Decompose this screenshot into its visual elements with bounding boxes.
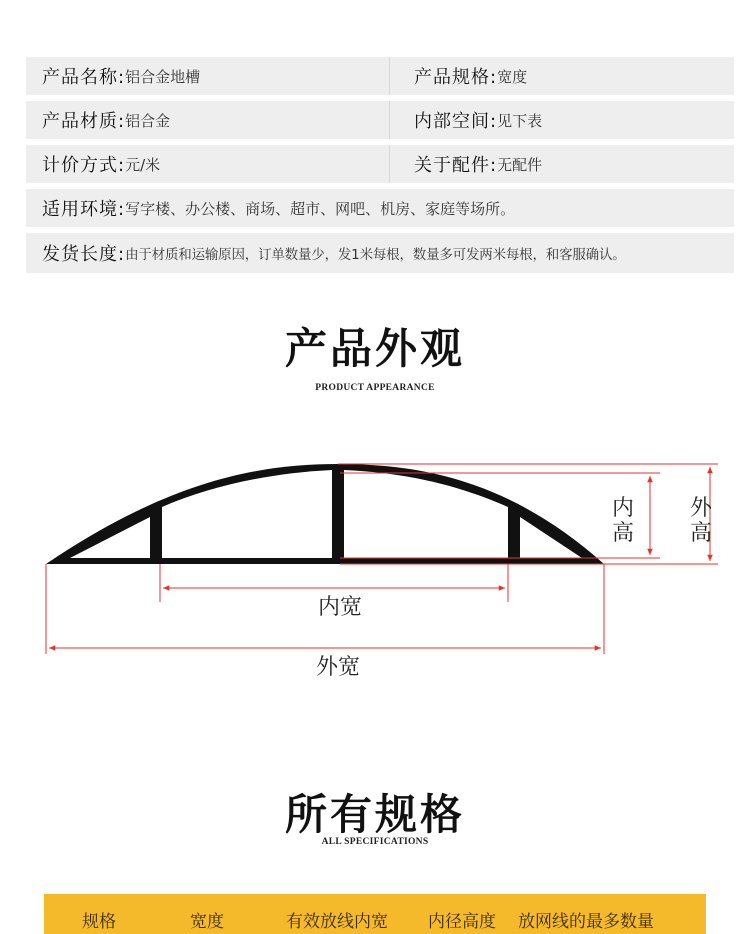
spec-label: 内部空间: xyxy=(414,111,498,132)
spec-value: 由于材质和运输原因，订单数量少，发1米每根，数量多可发两米每根，和客服确认。 xyxy=(125,247,626,263)
spec-cell xyxy=(26,57,390,95)
inner-height-label-1: 内 xyxy=(612,496,635,521)
spec-cell xyxy=(26,189,734,227)
specifications-title: 所有规格 xyxy=(284,790,465,839)
spec-value: 铝合金 xyxy=(125,111,171,130)
profile-shape xyxy=(46,464,604,564)
spec-row xyxy=(26,101,734,139)
spec-value: 无配件 xyxy=(497,155,543,174)
spec-value: 见下表 xyxy=(497,111,543,130)
spec-label: 产品规格: xyxy=(414,67,498,88)
spec-row xyxy=(26,57,734,95)
spec-label: 产品材质: xyxy=(42,111,126,132)
column-header: 放网线的最多数量 xyxy=(518,912,654,932)
spec-row xyxy=(26,233,734,273)
spec-label: 产品名称: xyxy=(42,67,126,88)
spec-cell xyxy=(26,233,734,273)
spec-label: 发货长度: xyxy=(42,244,126,265)
spec-cell xyxy=(26,145,390,183)
spec-cell xyxy=(390,145,734,183)
spec-cell xyxy=(26,101,390,139)
spec-table xyxy=(26,57,734,279)
spec-label: 计价方式: xyxy=(42,155,126,176)
spec-label: 关于配件: xyxy=(414,155,498,176)
spec-value: 宽度 xyxy=(497,67,528,86)
inner-height-label-2: 高 xyxy=(612,521,635,546)
spec-header-band xyxy=(44,894,706,934)
outer-height-label-2: 高 xyxy=(690,521,713,546)
spec-value: 写字楼、办公楼、商场、超市、网吧、机房、家庭等场所。 xyxy=(125,199,516,218)
specifications-subtitle: ALL SPECIFICATIONS xyxy=(321,837,429,847)
outer-width-label: 外宽 xyxy=(316,655,361,680)
spec-row xyxy=(26,145,734,183)
spec-value: 铝合金地槽 xyxy=(125,67,201,86)
column-header: 宽度 xyxy=(190,912,224,932)
spec-cell xyxy=(390,57,734,95)
column-header: 内径高度 xyxy=(428,912,496,932)
column-header: 规格 xyxy=(82,912,116,932)
spec-label: 适用环境: xyxy=(42,199,126,220)
profile-diagram xyxy=(0,440,750,690)
appearance-title: 产品外观 xyxy=(284,324,465,373)
spec-cell xyxy=(390,101,734,139)
column-header: 有效放线内宽 xyxy=(286,912,388,932)
outer-height-label-1: 外 xyxy=(690,496,713,521)
appearance-subtitle: PRODUCT APPEARANCE xyxy=(315,383,435,393)
spec-row xyxy=(26,189,734,227)
inner-width-label: 内宽 xyxy=(318,595,363,620)
spec-value: 元/米 xyxy=(125,155,161,174)
